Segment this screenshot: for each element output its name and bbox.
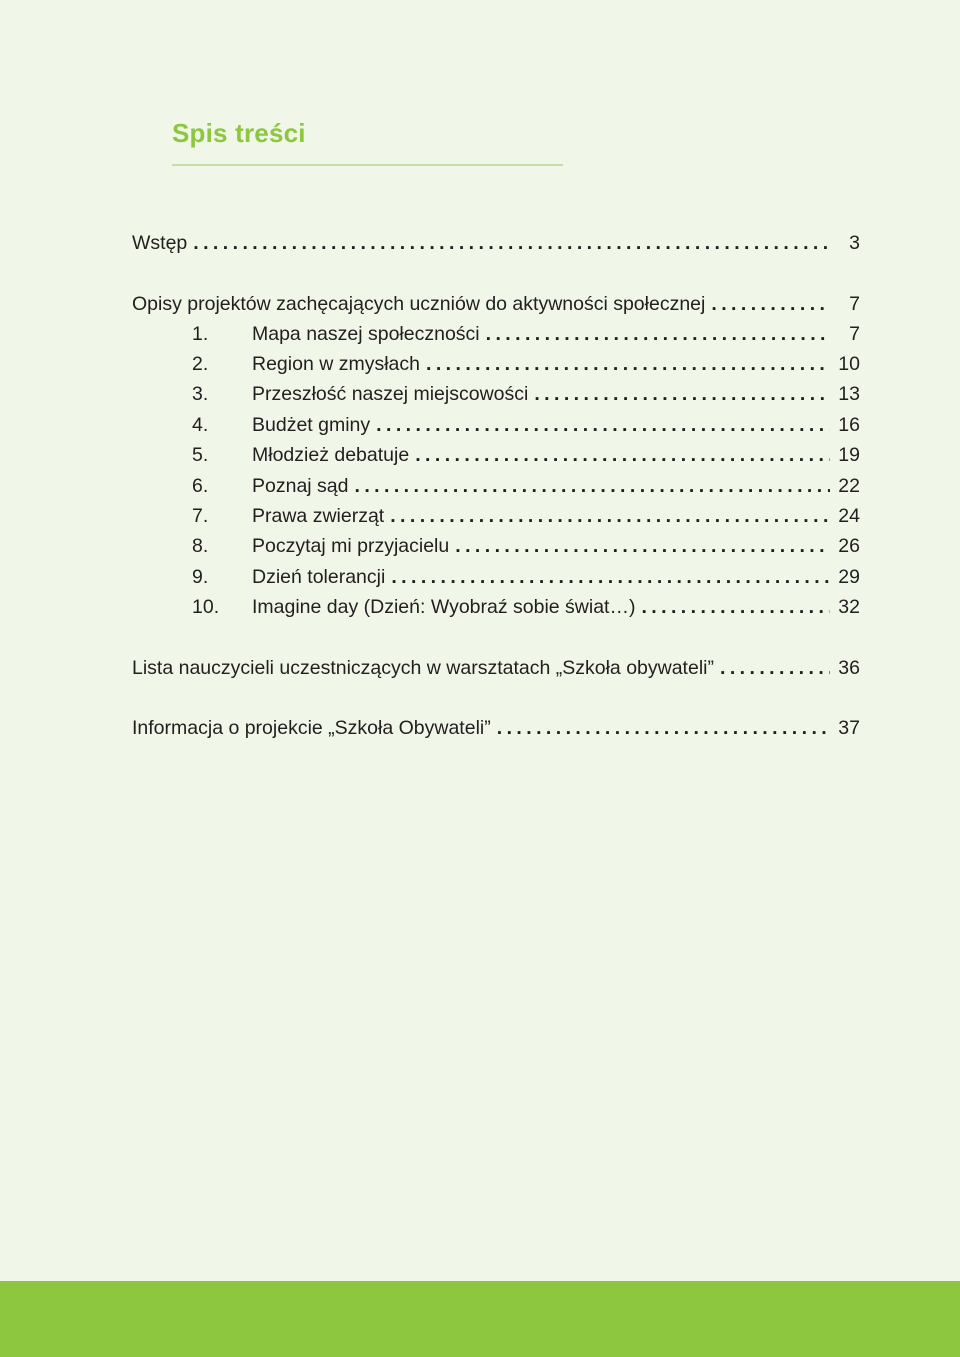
toc-subentry[interactable] (132, 319, 860, 349)
toc-subentry-page: 7 (849, 323, 860, 345)
toc-subentry-page: 10 (838, 353, 860, 375)
toc-subentry[interactable] (132, 379, 860, 409)
dot-leader (455, 531, 830, 561)
toc-subentry-page: 19 (838, 444, 860, 466)
toc-subentry[interactable] (132, 562, 860, 592)
toc-subentry-label: Poznaj sąd (252, 475, 349, 497)
toc-subentry-label: Młodzież debatuje (252, 444, 410, 466)
dot-leader (497, 713, 830, 743)
toc-subentry-number: 4. (192, 414, 209, 436)
toc-subentry-number: 8. (192, 535, 209, 557)
toc-subentry[interactable] (132, 440, 860, 470)
dot-leader (390, 501, 830, 531)
toc-subentry[interactable] (132, 471, 860, 501)
dot-leader (426, 349, 830, 379)
dot-leader (720, 653, 830, 683)
toc-subentry-page: 13 (838, 383, 860, 405)
dot-leader (354, 471, 830, 501)
toc-entry-label: Informacja o projekcie „Szkoła Obywateli” (132, 717, 491, 739)
dot-leader (486, 319, 830, 349)
toc-entry-intro[interactable] (132, 228, 860, 258)
toc-subentry-label: Budżet gminy (252, 414, 371, 436)
toc-subentry-page: 32 (838, 596, 860, 618)
toc-entry-page: 37 (838, 717, 860, 739)
dot-leader (534, 379, 830, 409)
toc-subentry-page: 16 (838, 414, 860, 436)
toc-subentry-label: Region w zmysłach (252, 353, 420, 375)
toc-subentry[interactable] (132, 410, 860, 440)
toc-subentry-number: 5. (192, 444, 209, 466)
toc-entry-page: 7 (849, 293, 860, 315)
dot-leader (641, 592, 830, 622)
toc-entry-page: 36 (838, 657, 860, 679)
footer-band (0, 1281, 960, 1357)
toc-subentry-number: 6. (192, 475, 209, 497)
title-underline (172, 164, 563, 166)
toc-subentry-number: 7. (192, 505, 209, 527)
toc-subentry-page: 26 (838, 535, 860, 557)
toc-subentry-label: Prawa zwierząt (252, 505, 385, 527)
toc-subentry[interactable] (132, 501, 860, 531)
dot-leader (711, 289, 830, 319)
toc-subentry-number: 1. (192, 323, 209, 345)
dot-leader (376, 410, 830, 440)
toc-subentry-page: 29 (838, 566, 860, 588)
toc-entry-page: 3 (849, 232, 860, 254)
toc-entry-label: Lista nauczycieli uczestniczących w warsztatach „Szkoła obywateli” (132, 657, 714, 679)
toc-subentry[interactable] (132, 531, 860, 561)
dot-leader (391, 562, 830, 592)
toc-subentry-page: 22 (838, 475, 860, 497)
toc-entry-teachers[interactable] (132, 653, 860, 683)
toc-subentry-label: Dzień tolerancji (252, 566, 386, 588)
toc-subentry-label: Mapa naszej społeczności (252, 323, 480, 345)
toc-subentry-page: 24 (838, 505, 860, 527)
toc-entry-info[interactable] (132, 713, 860, 743)
toc-subentry-label: Imagine day (Dzień: Wyobraź sobie świat…) (252, 596, 636, 618)
toc-subentry-number: 10. (192, 596, 220, 618)
toc-subentry-number: 3. (192, 383, 209, 405)
toc-subentry[interactable] (132, 592, 860, 622)
toc-subentry[interactable] (132, 349, 860, 379)
toc-subentry-number: 9. (192, 566, 209, 588)
toc-entry-label: Wstęp (132, 232, 188, 254)
toc-entry-projects[interactable] (132, 289, 860, 319)
page-title: Spis treści (172, 118, 306, 148)
toc-subentry-label: Poczytaj mi przyjacielu (252, 535, 450, 557)
dot-leader (415, 440, 830, 470)
toc-subentry-label: Przeszłość naszej miejscowości (252, 383, 529, 405)
toc-subentry-number: 2. (192, 353, 209, 375)
toc-entry-label: Opisy projektów zachęcających uczniów do aktywności społecznej (132, 293, 706, 315)
dot-leader (193, 228, 830, 258)
